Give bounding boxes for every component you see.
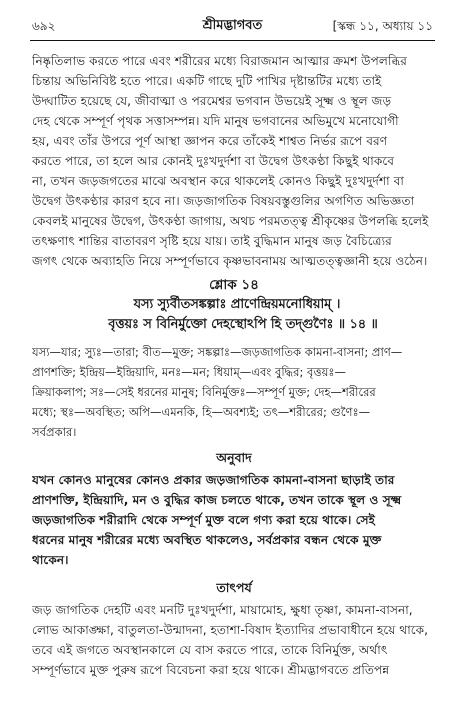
translation-line: প্রাণশক্তি, ইন্দ্রিয়াদি, মন ও বুদ্ধির কাজ চলতে থাকে, তখন তাকে স্থূল ও সূক্ষ্ম [32, 493, 402, 507]
word-synonyms [32, 342, 436, 442]
purport-line: সম্পূর্ণভাবে মুক্ত পুরুষ রূপে বিবেচনা করা হয়ে থাকে। শ্রীমদ্ভাগবতে প্রতিপন্ন [32, 663, 390, 677]
synonyms-line: ক্রিয়াকলাপ; সঃ—সেই ধরনের মানুষ; বিনির্মুক্তঃ—সম্পূর্ণ মুক্ত; দেহ—শরীরের [32, 385, 376, 399]
page-header [0, 14, 465, 38]
header-rule [30, 40, 435, 41]
text-line: হয়, এবং তাঁর উপরে পূর্ণ আস্থা জ্ঞাপন করে তাঁকেই শাশ্বত নির্ভর রূপে বরণ [32, 134, 388, 148]
verse-line-2: বৃত্তয়ঃ স বিনির্মুক্তো দেহস্থোঽপি হি তদ্‌গুণৈঃ ॥ ১৪ ॥ [108, 317, 378, 332]
chapter-reference: [স্কন্ধ ১১, অধ্যায় ১১ [332, 19, 433, 33]
verse-label: শ্লোক ১৪ [209, 277, 259, 293]
purport-line: লোভ আকাঙ্ক্ষা, বাতুলতা-উন্মাদনা, হতাশা-বিষাদ ইত্যাদির প্রভাবাধীনে হয়ে থাকে, [32, 623, 429, 637]
intro-paragraph [32, 51, 436, 271]
synonyms-line: যস্য—যার; স্যুঃ—তারা; বীত—মুক্ত; সঙ্কল্পাঃ—জড়জাগতিক কামনা-বাসনা; প্রাণ— [32, 345, 403, 359]
text-line: করতে পারে, তা হলে আর কোনই দুঃখদুর্দশা বা উদ্বেগ উৎকণ্ঠা কিছুই থাকবে [32, 154, 395, 168]
purport-text [32, 600, 436, 680]
page-number: ৬৯২ [32, 19, 56, 33]
translation-line: জড়জাগতিক শরীরাদি থেকে সম্পূর্ণ মুক্ত বলে গণ্য করা হয়ে থাকে। সেই [32, 513, 375, 527]
purport-line: জড় জাগতিক দেহটি এবং মনটি দুঃখদুর্দশা, মায়ামোহ, ক্ষুধা তৃষ্ণা, কামনা-বাসনা, [32, 603, 413, 617]
verse-block [32, 275, 436, 335]
text-line: কেবলই মানুষের উদ্বেগ, উৎকণ্ঠা জাগায়, অথচ পরমতত্ত্ব শ্রীকৃষ্ণের উপলব্ধি হলেই [32, 214, 429, 228]
text-line: চিন্তায় অভিনিবিষ্ট হতে পারে। একটি গাছে দুটি পাখির দৃষ্টান্তটির মধ্যে তাই [32, 74, 382, 88]
text-line: উদ্বেগ উৎকণ্ঠার কারণ হবে না। জড়জাগতিক বিষয়বস্তুগুলির অগণিত অভিজ্ঞতা [32, 194, 415, 208]
text-line: নিষ্কৃতিলাভ করতে পারে এবং শরীরের মধ্যে বিরাজমান আত্মার ক্রমশ উপলব্ধির [32, 54, 407, 68]
translation-line: যখন কোনও মানুষের কোনও প্রকার জড়জাগতিক কামনা-বাসনা ছাড়াই তার [32, 473, 395, 487]
translation-line: থাকেন। [32, 553, 69, 567]
text-line: উদ্ঘাটিত হয়েছে যে, জীবাত্মা ও পরমেশ্বর ভগবান উভয়েই সূক্ষ্ম ও স্থূল জড় [32, 94, 392, 108]
running-title: শ্রীমদ্ভাগবত [202, 18, 263, 33]
translation-line: ধরনের মানুষ শরীরের মধ্যে অবস্থিত থাকলেও, সর্বপ্রকার বন্ধন থেকে মুক্ত [32, 533, 382, 547]
synonyms-line: প্রাণশক্তি; ইন্দ্রিয়—ইন্দ্রিয়াদি, মনঃ—মন; ধিয়াম্—এবং বুদ্ধির; বৃত্তয়ঃ— [32, 365, 346, 379]
translation-heading: অনুবাদ [216, 450, 252, 465]
synonyms-line: মধ্যে; স্থঃ—অবস্থিত; অপি—এমনকি, হি—অবশ্যই; তৎ—শরীরের; গুণৈঃ— [32, 405, 371, 419]
text-line: তৎক্ষণাৎ শান্তির বাতাবরণ সৃষ্টি হয়ে যায়। তাই বুদ্ধিমান মানুষ জড় বৈচিত্র্যের [32, 234, 392, 248]
text-line: না, তখন জড়জগতের মাঝে অবস্থান করে থাকলেই কোনও কিছুই দুঃখদুর্দশা বা [32, 174, 404, 188]
text-line: জগৎ থেকে অব্যাহতি নিয়ে সম্পূর্ণভাবে কৃষ্ণভাবনাময় আত্মতত্ত্বজ্ঞানী হয়ে ওঠেন। [32, 254, 428, 268]
translation-text [32, 470, 436, 570]
verse-line-1: যস্য স্যুর্বীতসঙ্কল্পাঃ প্রাণেন্দ্রিয়মনোধিয়াম্ । [133, 297, 341, 312]
purport-heading: তাৎপর্য [216, 580, 252, 595]
purport-line: তবে এই জগতে অবস্থানকালে যে বাস করতে পারে, তাকে বিনির্মুক্ত, অর্থাৎ [32, 643, 388, 657]
synonyms-line: সর্বপ্রকার। [32, 425, 77, 439]
text-line: দেহ থেকে সম্পূর্ণ পৃথক সত্তাসম্পন্ন। যদি মানুষ ভগবানের অভিমুখে মনোযোগী [32, 114, 399, 128]
translation-section [32, 448, 436, 468]
purport-section [32, 578, 436, 598]
